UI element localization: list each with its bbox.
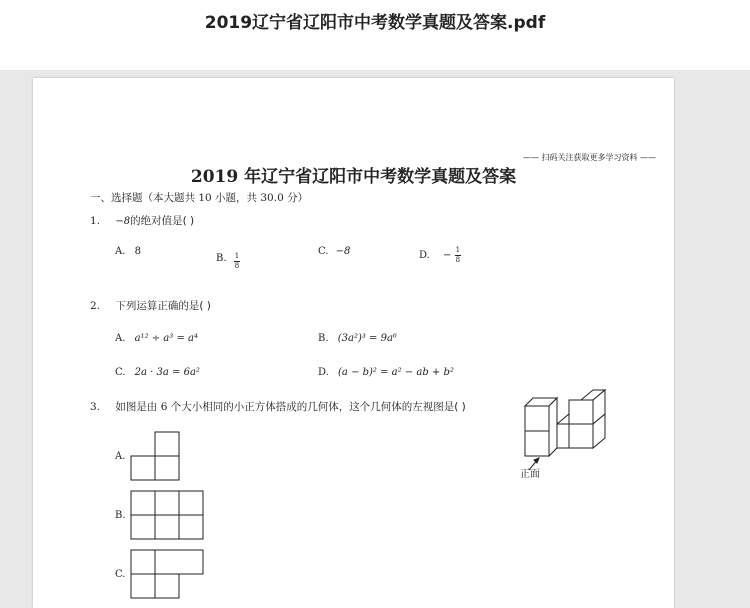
option-value: 2a · 3a = 6a² [134,367,200,378]
option-label: D. [318,367,329,378]
answer-paren: ( ) [199,300,211,312]
option-label: C. [115,367,126,378]
option-sign: − [443,250,452,261]
q1-option-c [318,246,350,257]
fraction-numerator: 1 [455,246,461,254]
fraction-numerator: 1 [234,252,240,260]
option-value: −8 [335,246,351,257]
question-number: 3. [90,401,101,413]
q3-option-b-label: B. [115,510,126,521]
q3-option-a-figure [130,432,182,482]
q1-option-a [115,246,141,257]
question-1 [90,213,194,228]
q2-option-b [318,333,397,344]
answer-paren: ( ) [182,215,195,227]
question-number: 1. [90,215,101,227]
document-title: 2019 年辽宁省辽阳市中考数学真题及答案 [190,167,517,187]
question-number: 2. [90,300,101,312]
question-3 [90,399,466,414]
option-value: (3a²)³ = 9a⁶ [337,333,397,344]
q3-option-a-label: A. [115,451,126,462]
viewer-header [0,0,750,70]
fraction-denominator: 8 [234,262,240,270]
front-label: 正面 [520,469,540,480]
q2-option-c [115,367,200,378]
section-heading: 一、选择题（本大题共 10 小题，共 30.0 分） [90,192,309,204]
q3-option-c-label: C. [115,569,126,580]
q3-option-c-figure [130,550,210,600]
option-value: 8 [134,246,141,257]
option-label: C. [318,246,329,257]
question-1-value: −8 [115,216,131,227]
fraction [234,252,240,271]
pdf-page [33,78,674,608]
q3-option-b-figure [130,491,210,541]
fraction-denominator: 8 [455,256,461,264]
option-value: a¹² ÷ a³ = a⁴ [134,333,198,344]
question-2 [90,298,211,313]
q1-option-b [216,246,240,271]
option-label: B. [318,333,329,344]
question-3-text: 如图是由 6 个大小相同的小正方体搭成的几何体，这个几何体的左视图是 [115,401,455,413]
question-2-text: 下列运算正确的是 [115,300,200,312]
file-title: 2019辽宁省辽阳市中考数学真题及答案.pdf [204,13,546,33]
option-label: A. [115,333,126,344]
answer-paren: ( ) [454,401,466,413]
promo-text: —— 扫码关注获取更多学习资料 —— [522,153,656,162]
option-label: B. [216,253,227,264]
q1-option-d [419,246,461,265]
fraction [455,246,461,265]
cube-figure [521,388,621,473]
q2-option-a [115,333,198,344]
option-label: D. [419,250,430,261]
option-label: A. [115,246,126,257]
question-1-text: 的绝对值是 [130,215,183,227]
option-value: (a − b)² = a² − ab + b² [338,367,454,378]
q2-option-d [318,367,454,378]
